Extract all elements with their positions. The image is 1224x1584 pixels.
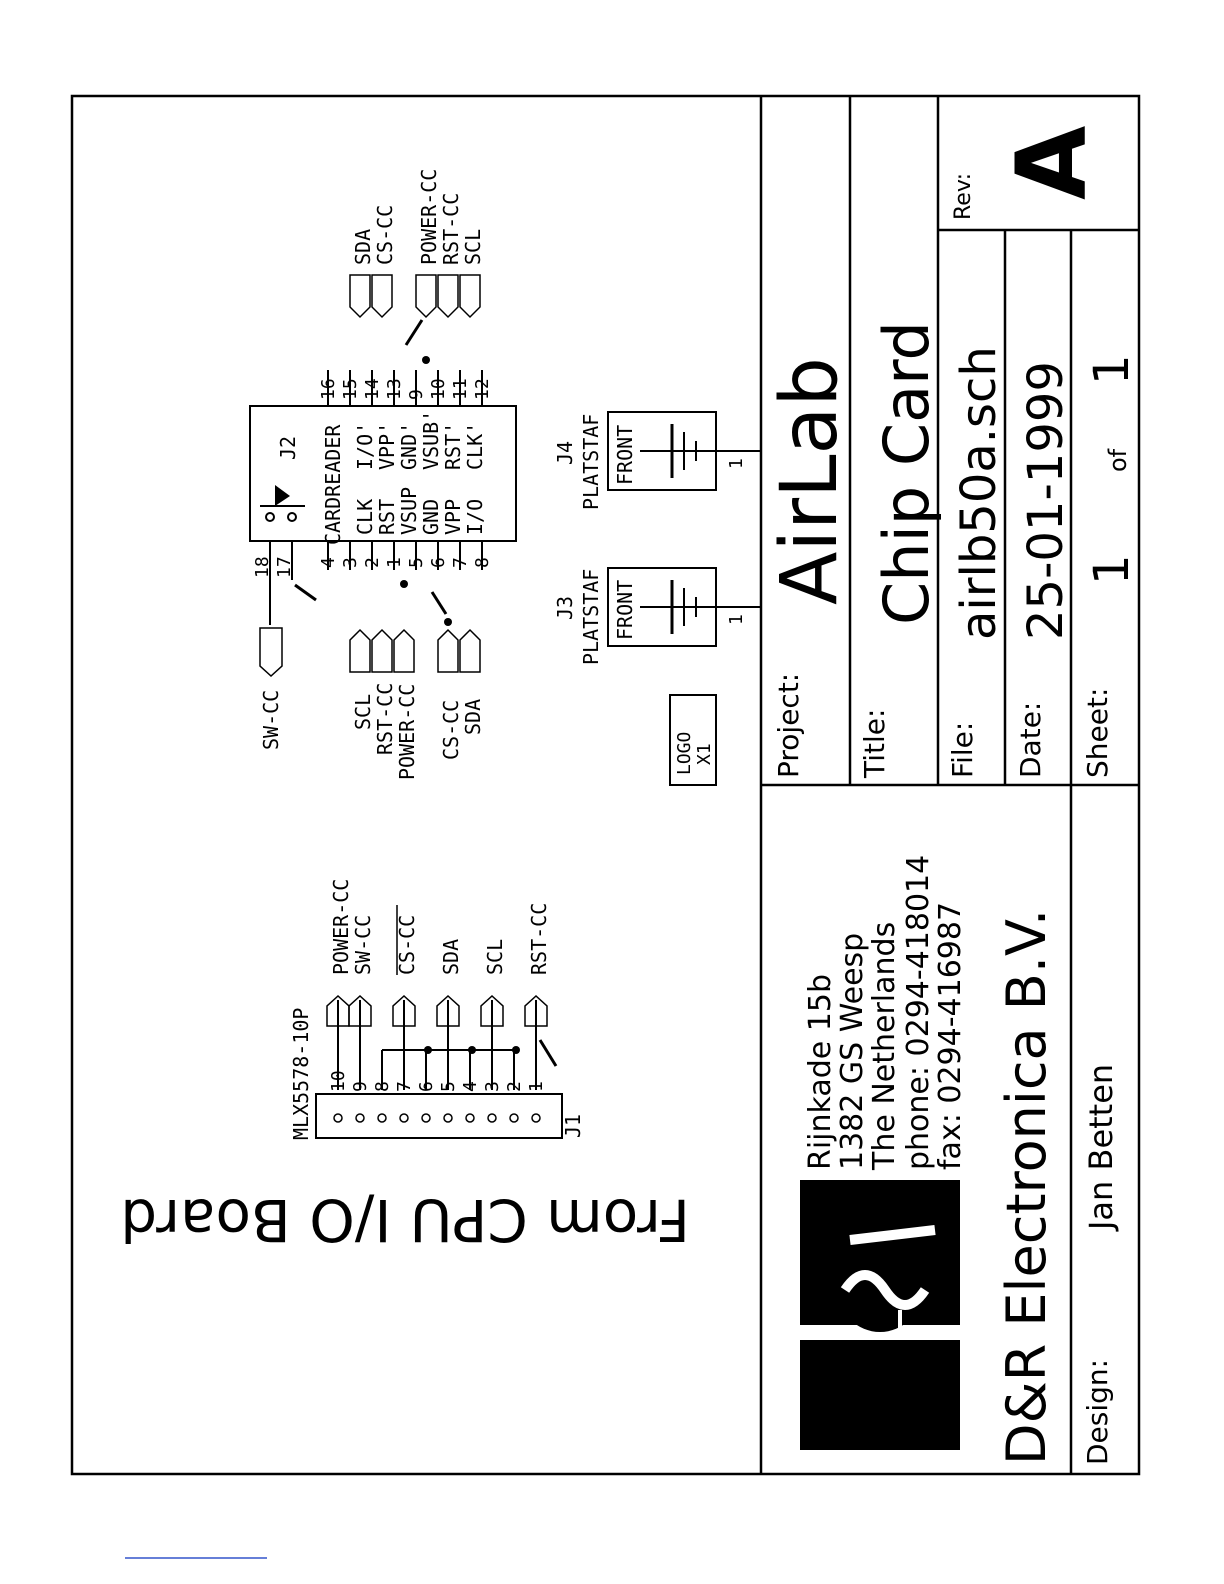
j2-net-sw: SW-CC [259, 689, 283, 750]
j2-left-pin-name: CLK [353, 498, 377, 535]
j1-pin-number: 9 [350, 1081, 371, 1092]
j1-pin-number: 4 [460, 1081, 481, 1092]
j2-right-pin-number: 11 [450, 378, 471, 400]
j2-net-scl: SCL [351, 693, 375, 730]
date-label: Date: [1014, 701, 1047, 778]
j1-net-sda: SDA [439, 938, 463, 975]
j2-top-net-cs: CS-CC [373, 204, 397, 265]
address-line-1: Rijnkade 15b [803, 973, 838, 1170]
j2-left-pin-name: VSUP [397, 486, 421, 535]
j2-left-pin-name: I/O [463, 498, 487, 535]
j2-right-pin-name: CLK' [463, 421, 487, 470]
company-name: D&R Electronica B.V. [995, 908, 1058, 1465]
sheet-number: 1 [1084, 554, 1140, 585]
j1-pin-number: 2 [504, 1081, 525, 1092]
j2-left-pin-number: 8 [472, 557, 493, 568]
j2-right-pin-number: 12 [472, 378, 493, 400]
logo-ref: X1 [694, 743, 715, 765]
j3-part: PLATSTAF [579, 568, 603, 665]
file-label: File: [946, 721, 979, 778]
j2-left-pin-number: 5 [406, 557, 427, 568]
j2-right-pin-number: 9 [406, 389, 427, 400]
address-line-2: 1382 GS Weesp [835, 932, 870, 1170]
rev-label: Rev: [951, 172, 976, 220]
connector-j1 [289, 879, 585, 1140]
fax-number: fax: 0294-416987 [933, 901, 968, 1170]
j2-left-pin-name: GND [419, 498, 443, 535]
j1-net-cs: CS-CC [395, 914, 419, 975]
j2-net-power: POWER-CC [395, 683, 419, 780]
j2-right-pin-name: RST' [441, 421, 465, 470]
design-label: Design: [1081, 1358, 1114, 1465]
j1-pin-number: 1 [526, 1081, 547, 1092]
j2-left-pin-number: 4 [318, 557, 339, 568]
j2-part: CARDREADER [321, 424, 345, 545]
j2-ref: J2 [276, 435, 300, 460]
j2-left-pin-number: 1 [384, 557, 405, 568]
j2-right-pin-name: VPP' [375, 421, 399, 470]
j2-right-pin-number: 13 [384, 378, 405, 400]
j2-left-pin-number: 2 [362, 557, 383, 568]
j1-pin-number: 8 [372, 1081, 393, 1092]
j3-ref: J3 [553, 595, 577, 620]
j4-pin: 1 [726, 458, 747, 469]
j2-right-pin-number: 10 [428, 378, 449, 400]
j2-net-sda: SDA [461, 698, 485, 735]
j1-pin-number: 5 [438, 1081, 459, 1092]
j2-top-net-power: POWER-CC [417, 168, 441, 265]
j1-pin-number: 3 [482, 1081, 503, 1092]
j2-right-pin-number: 14 [362, 378, 383, 400]
diagram-heading: From CPU I/O Board [120, 1186, 690, 1254]
j2-sw-pin-17: 17 [274, 556, 295, 578]
j1-net-power: POWER-CC [329, 878, 353, 975]
j4-front: FRONT [613, 424, 637, 485]
address-line-3: The Netherlands [867, 921, 902, 1170]
j3-front: FRONT [613, 579, 637, 640]
j2-top-net-rst: RST-CC [439, 192, 463, 265]
j1-pin-number: 10 [328, 1070, 349, 1092]
title-value: Chip Card [870, 321, 943, 625]
j4-part: PLATSTAF [579, 413, 603, 510]
connector-j4 [553, 412, 761, 510]
j3-pin: 1 [726, 614, 747, 625]
designer-name: Jan Betten [1082, 1063, 1120, 1230]
j2-right-pin-name: GND' [397, 421, 421, 470]
j1-net-rst: RST-CC [527, 902, 551, 975]
company-logo [800, 1180, 960, 1450]
j1-net-scl: SCL [483, 938, 507, 975]
j2-right-pin-number: 15 [340, 378, 361, 400]
j2-left-pin-number: 7 [450, 557, 471, 568]
j1-pin-number: 7 [394, 1081, 415, 1092]
j2-net-rst: RST-CC [373, 682, 397, 755]
j1-ref: J1 [561, 1113, 585, 1138]
phone-number: phone: 0294-418014 [901, 854, 936, 1170]
j2-left-pin-name: RST [375, 498, 399, 535]
connector-j2 [250, 169, 516, 780]
sheet-of: of [1104, 448, 1132, 472]
j2-left-pin-number: 3 [340, 557, 361, 568]
sheet-label: Sheet: [1081, 687, 1114, 778]
project-label: Project: [772, 672, 805, 778]
date-value: 25-01-1999 [1018, 361, 1074, 640]
j1-part: MLX5578-10P [289, 1007, 313, 1140]
j2-net-cs: CS-CC [439, 699, 463, 760]
project-name: AirLab [765, 357, 855, 605]
sheet-total: 1 [1084, 354, 1140, 385]
j2-right-pin-name: I/O' [353, 421, 377, 470]
title-label: Title: [858, 708, 891, 778]
logo-label: LOGO [674, 731, 695, 775]
j1-net-sw: SW-CC [351, 914, 375, 975]
rev-value: A [996, 125, 1108, 200]
j2-left-pin-number: 6 [428, 557, 449, 568]
j2-right-pin-name: VSUB' [419, 409, 443, 470]
j2-sw-pin-18: 18 [252, 556, 273, 578]
j2-top-net-sda: SDA [351, 228, 375, 265]
j4-ref: J4 [553, 440, 577, 465]
j2-top-net-scl: SCL [461, 228, 485, 265]
j2-left-pin-name: VPP [441, 498, 465, 535]
j2-right-pin-number: 16 [318, 378, 339, 400]
file-value: airlb50a.sch [951, 346, 1007, 640]
j1-pin-number: 6 [416, 1081, 437, 1092]
connector-j3 [553, 568, 761, 665]
logo-x1 [670, 695, 716, 785]
